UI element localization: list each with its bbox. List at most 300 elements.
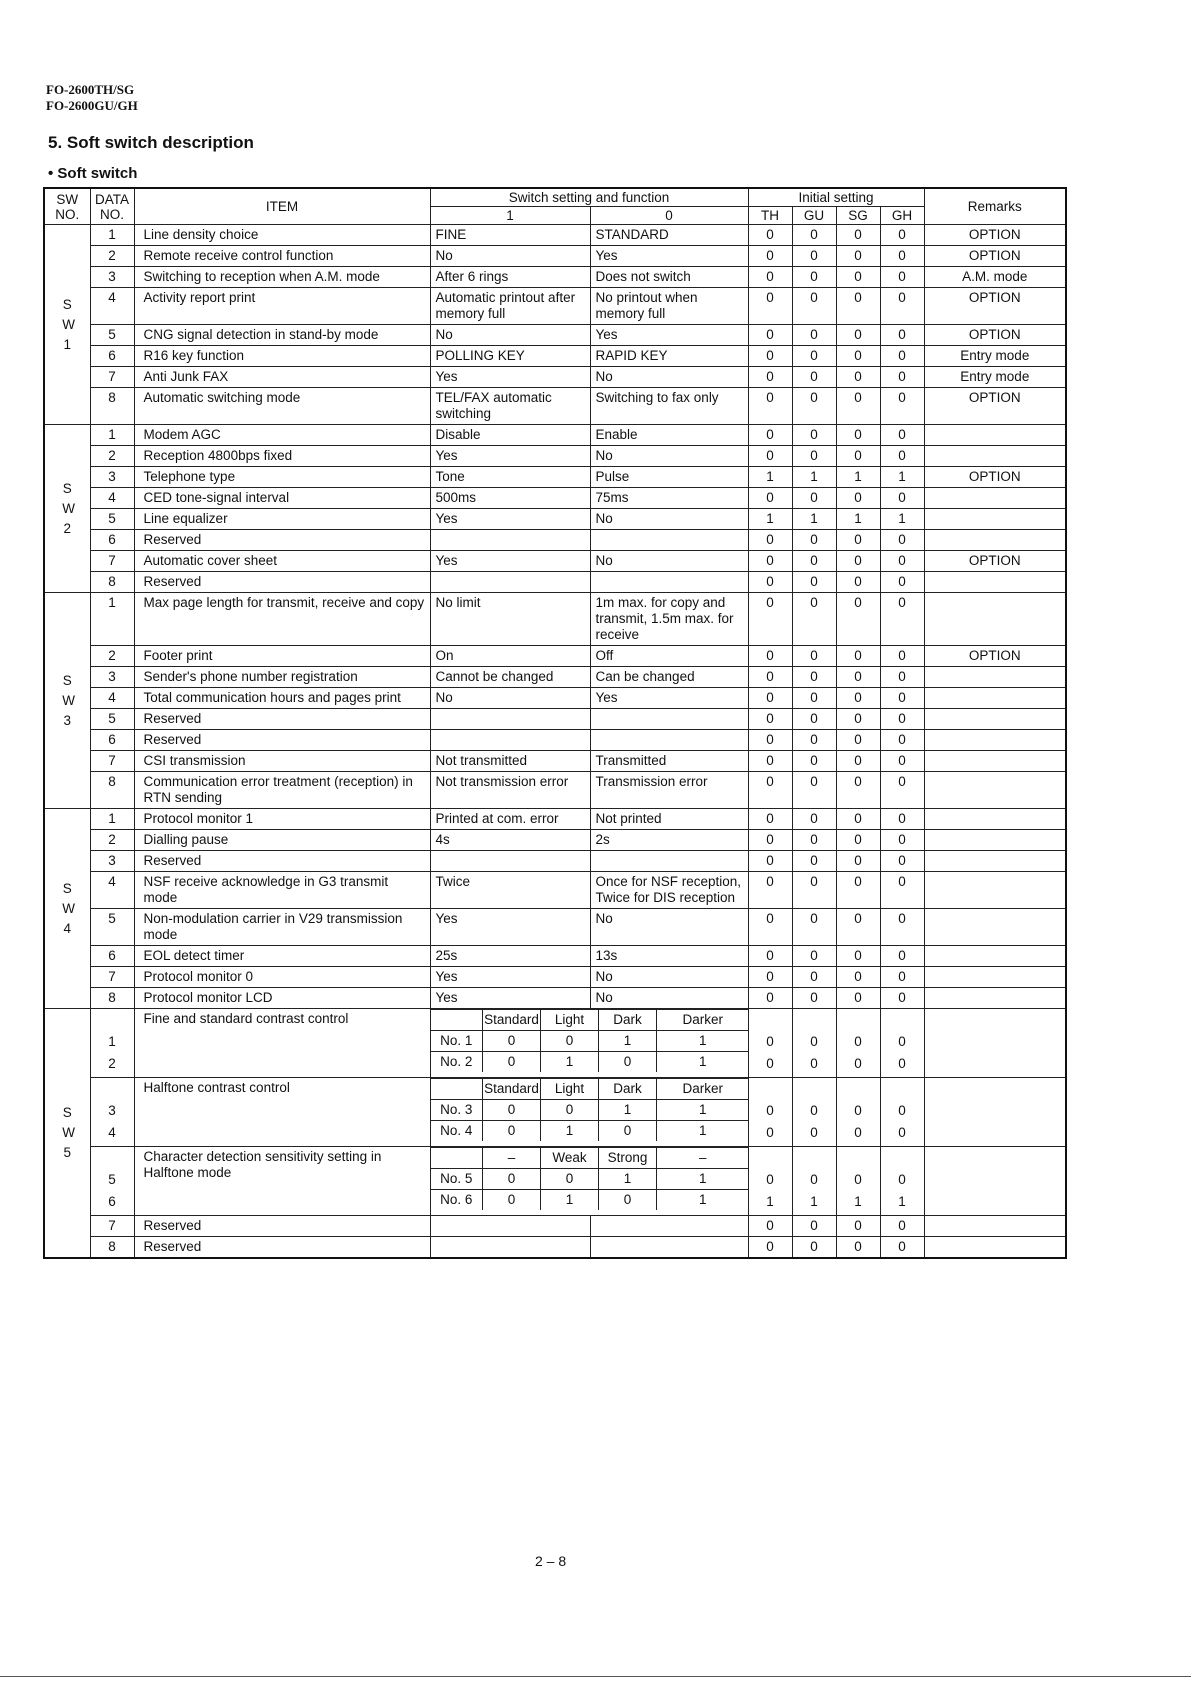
initial-gu: 0 [792,488,836,509]
setting-value-1: Yes [430,988,590,1009]
data-number: 7 [90,551,134,572]
initial-gh: 0 [880,1237,924,1259]
matrix-value: 0 [599,1190,657,1211]
matrix-row-label: No. 3 [431,1100,483,1121]
initial-gh: 0 [880,488,924,509]
setting-value-1: On [430,646,590,667]
item-name: Reserved [134,851,430,872]
initial-th: 0 [748,593,792,646]
initial-gu: 0 [792,572,836,593]
setting-value-1: After 6 rings [430,267,590,288]
setting-value-0: Does not switch [590,267,748,288]
initial-gh: 0 [880,909,924,946]
setting-value-0: Yes [590,246,748,267]
setting-value-1 [430,709,590,730]
table-row [44,1237,1066,1259]
initial-th: 1 [748,467,792,488]
initial-value: 0 [854,1056,862,1071]
initial-value: 0 [854,1172,862,1187]
setting-value-0 [590,709,748,730]
initial-gh: 0 [880,751,924,772]
initial-gu: 0 [792,730,836,751]
remarks [924,946,1066,967]
matrix-value: 0 [599,1121,657,1142]
switch-number-cell [44,593,90,809]
table-row [44,246,1066,267]
setting-matrix [431,1078,749,1141]
initial-value: 0 [766,1034,774,1049]
initial-sg: 0 [836,988,880,1009]
setting-value-0: Can be changed [590,667,748,688]
table-row [44,709,1066,730]
setting-value-0: 13s [590,946,748,967]
setting-matrix-cell [430,1078,748,1147]
setting-value-0: Transmitted [590,751,748,772]
matrix-value: 0 [483,1121,541,1142]
initial-sg: 0 [836,367,880,388]
table-row [44,646,1066,667]
matrix-corner [431,1079,483,1100]
matrix-value: 1 [541,1121,599,1142]
initial-th: 0 [748,709,792,730]
setting-value-0: No [590,446,748,467]
setting-value-0: 1m max. for copy and transmit, 1.5m max. for receive [590,593,748,646]
bottom-rule [0,1676,1191,1677]
item-name: Reception 4800bps fixed [134,446,430,467]
initial-value: 0 [810,1103,818,1118]
initial-sg [836,1009,880,1078]
initial-sg: 1 [836,509,880,530]
remarks: Entry mode [924,367,1066,388]
initial-sg: 0 [836,730,880,751]
setting-value-1: 500ms [430,488,590,509]
initial-gh: 0 [880,872,924,909]
initial-sg: 0 [836,446,880,467]
remarks: OPTION [924,325,1066,346]
matrix-value: 1 [541,1190,599,1211]
initial-gu: 0 [792,909,836,946]
data-number: 4 [90,288,134,325]
matrix-value: 1 [657,1031,749,1052]
initial-sg: 0 [836,246,880,267]
data-number: 7 [90,751,134,772]
initial-th: 0 [748,425,792,446]
initial-gh: 0 [880,709,924,730]
data-number [90,1078,134,1147]
initial-gh: 0 [880,946,924,967]
initial-gh: 0 [880,851,924,872]
matrix-value: 0 [483,1190,541,1211]
remarks [924,509,1066,530]
setting-value-0: Transmission error [590,772,748,809]
data-number-value: 3 [108,1103,116,1118]
table-row [44,1009,1066,1078]
setting-value-1: No [430,688,590,709]
data-number: 2 [90,830,134,851]
initial-gh: 0 [880,246,924,267]
initial-gh: 0 [880,967,924,988]
matrix-header: Light [541,1079,599,1100]
initial-value: 0 [898,1034,906,1049]
initial-gu: 0 [792,367,836,388]
matrix-value: 0 [483,1169,541,1190]
initial-gu: 0 [792,646,836,667]
initial-gu: 0 [792,946,836,967]
initial-th: 0 [748,909,792,946]
initial-gh [880,1009,924,1078]
initial-gh: 1 [880,467,924,488]
initial-gu: 0 [792,709,836,730]
initial-sg: 0 [836,946,880,967]
initial-th [748,1147,792,1216]
initial-value: 0 [898,1056,906,1071]
remarks [924,530,1066,551]
data-number: 7 [90,967,134,988]
table-row [44,751,1066,772]
initial-value: 1 [810,1194,818,1209]
data-number: 3 [90,267,134,288]
remarks [924,1237,1066,1259]
initial-gu: 0 [792,988,836,1009]
initial-value: 1 [766,1194,774,1209]
matrix-header: – [483,1148,541,1169]
setting-value-0: Yes [590,325,748,346]
item-name: NSF receive acknowledge in G3 transmit mode [134,872,430,909]
initial-gh: 0 [880,367,924,388]
switch-label: S W 2 [62,480,75,536]
data-number: 1 [90,809,134,830]
soft-switch-table [43,187,1067,1259]
item-name: Reserved [134,1216,430,1237]
matrix-header: Darker [657,1079,749,1100]
setting-value-1 [430,730,590,751]
initial-gh: 0 [880,225,924,246]
initial-th: 0 [748,809,792,830]
initial-gh: 0 [880,593,924,646]
table-row [44,388,1066,425]
initial-th [748,1009,792,1078]
setting-value-0 [590,1237,748,1259]
header-remarks: Remarks [924,188,1066,225]
table-row [44,509,1066,530]
table-row [44,593,1066,646]
initial-th: 0 [748,267,792,288]
initial-value: 0 [898,1125,906,1140]
initial-gh: 0 [880,425,924,446]
initial-gh: 0 [880,325,924,346]
initial-value: 0 [854,1034,862,1049]
setting-value-0: No [590,551,748,572]
initial-th: 0 [748,851,792,872]
item-name: CNG signal detection in stand-by mode [134,325,430,346]
matrix-row-label: No. 1 [431,1031,483,1052]
matrix-corner [431,1010,483,1031]
initial-sg: 0 [836,267,880,288]
data-number: 3 [90,851,134,872]
initial-gu: 1 [792,509,836,530]
initial-gu [792,1078,836,1147]
switch-label: S W 3 [62,672,75,728]
initial-gu: 0 [792,772,836,809]
initial-gu: 0 [792,593,836,646]
initial-th: 0 [748,730,792,751]
setting-value-1: 25s [430,946,590,967]
initial-value: 0 [766,1172,774,1187]
setting-matrix-cell [430,1009,748,1078]
initial-th: 0 [748,830,792,851]
initial-th: 0 [748,225,792,246]
data-number: 8 [90,772,134,809]
initial-sg: 0 [836,225,880,246]
item-name: Protocol monitor 1 [134,809,430,830]
setting-value-1: Not transmitted [430,751,590,772]
initial-value: 0 [766,1125,774,1140]
switch-label: S W 4 [62,880,75,936]
initial-sg: 0 [836,809,880,830]
matrix-value: 0 [541,1169,599,1190]
setting-value-1: Tone [430,467,590,488]
data-number: 1 [90,225,134,246]
item-name: Sender's phone number registration [134,667,430,688]
setting-value-1: FINE [430,225,590,246]
matrix-row [431,1169,749,1190]
setting-value-1: Automatic printout after memory full [430,288,590,325]
initial-gh: 0 [880,267,924,288]
initial-sg: 0 [836,967,880,988]
setting-value-1 [430,1216,590,1237]
switch-number-cell [44,425,90,593]
setting-value-0 [590,530,748,551]
initial-th: 1 [748,509,792,530]
header-th: TH [748,207,792,225]
initial-value: 0 [854,1103,862,1118]
initial-th: 0 [748,388,792,425]
initial-gu: 0 [792,225,836,246]
initial-gh: 0 [880,446,924,467]
matrix-header: Light [541,1010,599,1031]
matrix-value: 0 [483,1031,541,1052]
setting-value-1: Yes [430,909,590,946]
table-row [44,988,1066,1009]
initial-gh: 0 [880,988,924,1009]
initial-sg: 0 [836,709,880,730]
remarks [924,851,1066,872]
header-sw-no: SW NO. [44,188,90,225]
matrix-value: 1 [599,1031,657,1052]
initial-gu [792,1147,836,1216]
setting-value-0: No [590,909,748,946]
remarks [924,446,1066,467]
initial-gu: 0 [792,751,836,772]
initial-gh: 0 [880,809,924,830]
remarks [924,1147,1066,1216]
matrix-value: 0 [483,1052,541,1073]
initial-th: 0 [748,288,792,325]
remarks [924,751,1066,772]
item-name: Automatic switching mode [134,388,430,425]
matrix-value: 1 [599,1100,657,1121]
item-name: Communication error treatment (reception) in RTN sending [134,772,430,809]
setting-value-1: TEL/FAX automatic switching [430,388,590,425]
initial-gu: 0 [792,872,836,909]
data-number: 8 [90,988,134,1009]
setting-value-0 [590,572,748,593]
table-row [44,909,1066,946]
setting-value-1: Yes [430,446,590,467]
item-name: Reserved [134,1237,430,1259]
matrix-header-row [431,1148,749,1169]
data-number: 5 [90,709,134,730]
initial-sg: 0 [836,346,880,367]
setting-value-0: Off [590,646,748,667]
setting-value-1 [430,572,590,593]
data-number: 8 [90,388,134,425]
initial-gh: 1 [880,509,924,530]
table-row [44,851,1066,872]
initial-gu: 0 [792,530,836,551]
initial-value: 0 [854,1125,862,1140]
header-item: ITEM [134,188,430,225]
initial-th: 0 [748,530,792,551]
setting-value-1: Yes [430,509,590,530]
setting-value-1: No limit [430,593,590,646]
header-gh: GH [880,207,924,225]
item-name: CED tone-signal interval [134,488,430,509]
initial-th: 0 [748,446,792,467]
item-name: CSI transmission [134,751,430,772]
setting-value-0: Yes [590,688,748,709]
data-number [90,1009,134,1078]
setting-value-0 [590,1216,748,1237]
initial-gu: 0 [792,325,836,346]
table-row [44,772,1066,809]
initial-value: 0 [898,1103,906,1118]
initial-gu: 0 [792,667,836,688]
setting-value-0: Enable [590,425,748,446]
initial-gu: 1 [792,467,836,488]
initial-th: 0 [748,367,792,388]
remarks: A.M. mode [924,267,1066,288]
initial-value: 1 [854,1194,862,1209]
setting-matrix [431,1009,749,1072]
matrix-value: 0 [599,1052,657,1073]
setting-value-0: No [590,509,748,530]
table-row [44,809,1066,830]
initial-sg: 0 [836,667,880,688]
data-number: 5 [90,509,134,530]
initial-sg: 0 [836,646,880,667]
initial-gu: 0 [792,346,836,367]
matrix-row [431,1121,749,1142]
setting-value-0 [590,851,748,872]
data-number: 6 [90,946,134,967]
setting-value-1 [430,1237,590,1259]
table-row [44,225,1066,246]
table-row [44,830,1066,851]
matrix-header: Strong [599,1148,657,1169]
remarks: OPTION [924,646,1066,667]
data-number: 1 [90,425,134,446]
remarks [924,909,1066,946]
remarks [924,709,1066,730]
switch-number-cell [44,809,90,1009]
table-row [44,267,1066,288]
initial-th: 0 [748,1237,792,1259]
remarks [924,593,1066,646]
setting-value-0: No [590,988,748,1009]
table-row [44,488,1066,509]
initial-gh: 0 [880,772,924,809]
table-row [44,530,1066,551]
model-line-2: FO-2600GU/GH [46,98,138,113]
data-number: 5 [90,325,134,346]
data-number-value: 6 [108,1194,116,1209]
remarks: OPTION [924,388,1066,425]
remarks: OPTION [924,551,1066,572]
initial-sg: 0 [836,851,880,872]
initial-gu: 0 [792,267,836,288]
matrix-header-row [431,1079,749,1100]
initial-value: 0 [810,1172,818,1187]
table-row [44,551,1066,572]
header-switch-setting: Switch setting and function [430,188,748,207]
item-name: Activity report print [134,288,430,325]
matrix-value: 0 [541,1031,599,1052]
initial-th: 0 [748,572,792,593]
model-number [46,82,138,114]
initial-value: 0 [898,1172,906,1187]
initial-gh: 0 [880,288,924,325]
remarks [924,667,1066,688]
initial-gh: 0 [880,646,924,667]
setting-value-0: 2s [590,830,748,851]
initial-sg: 0 [836,872,880,909]
matrix-value: 1 [599,1169,657,1190]
header-initial-setting: Initial setting [748,188,924,207]
setting-value-0: Not printed [590,809,748,830]
initial-value: 0 [766,1103,774,1118]
remarks [924,572,1066,593]
setting-value-1: Yes [430,967,590,988]
initial-gu: 0 [792,388,836,425]
data-number: 3 [90,667,134,688]
initial-th: 0 [748,246,792,267]
setting-value-0: RAPID KEY [590,346,748,367]
initial-th: 0 [748,946,792,967]
initial-gu: 0 [792,688,836,709]
initial-sg: 0 [836,288,880,325]
initial-gu: 0 [792,425,836,446]
initial-gu: 0 [792,809,836,830]
initial-sg: 0 [836,388,880,425]
table-row [44,346,1066,367]
initial-sg: 0 [836,325,880,346]
data-number: 6 [90,346,134,367]
initial-th [748,1078,792,1147]
item-name: Reserved [134,572,430,593]
initial-th: 0 [748,967,792,988]
table-row [44,572,1066,593]
table-row [44,467,1066,488]
matrix-value: 0 [541,1100,599,1121]
initial-gu: 0 [792,288,836,325]
item-name: EOL detect timer [134,946,430,967]
matrix-row [431,1100,749,1121]
initial-th: 0 [748,325,792,346]
data-number-value: 4 [108,1125,116,1140]
initial-th: 0 [748,688,792,709]
setting-value-1: Twice [430,872,590,909]
